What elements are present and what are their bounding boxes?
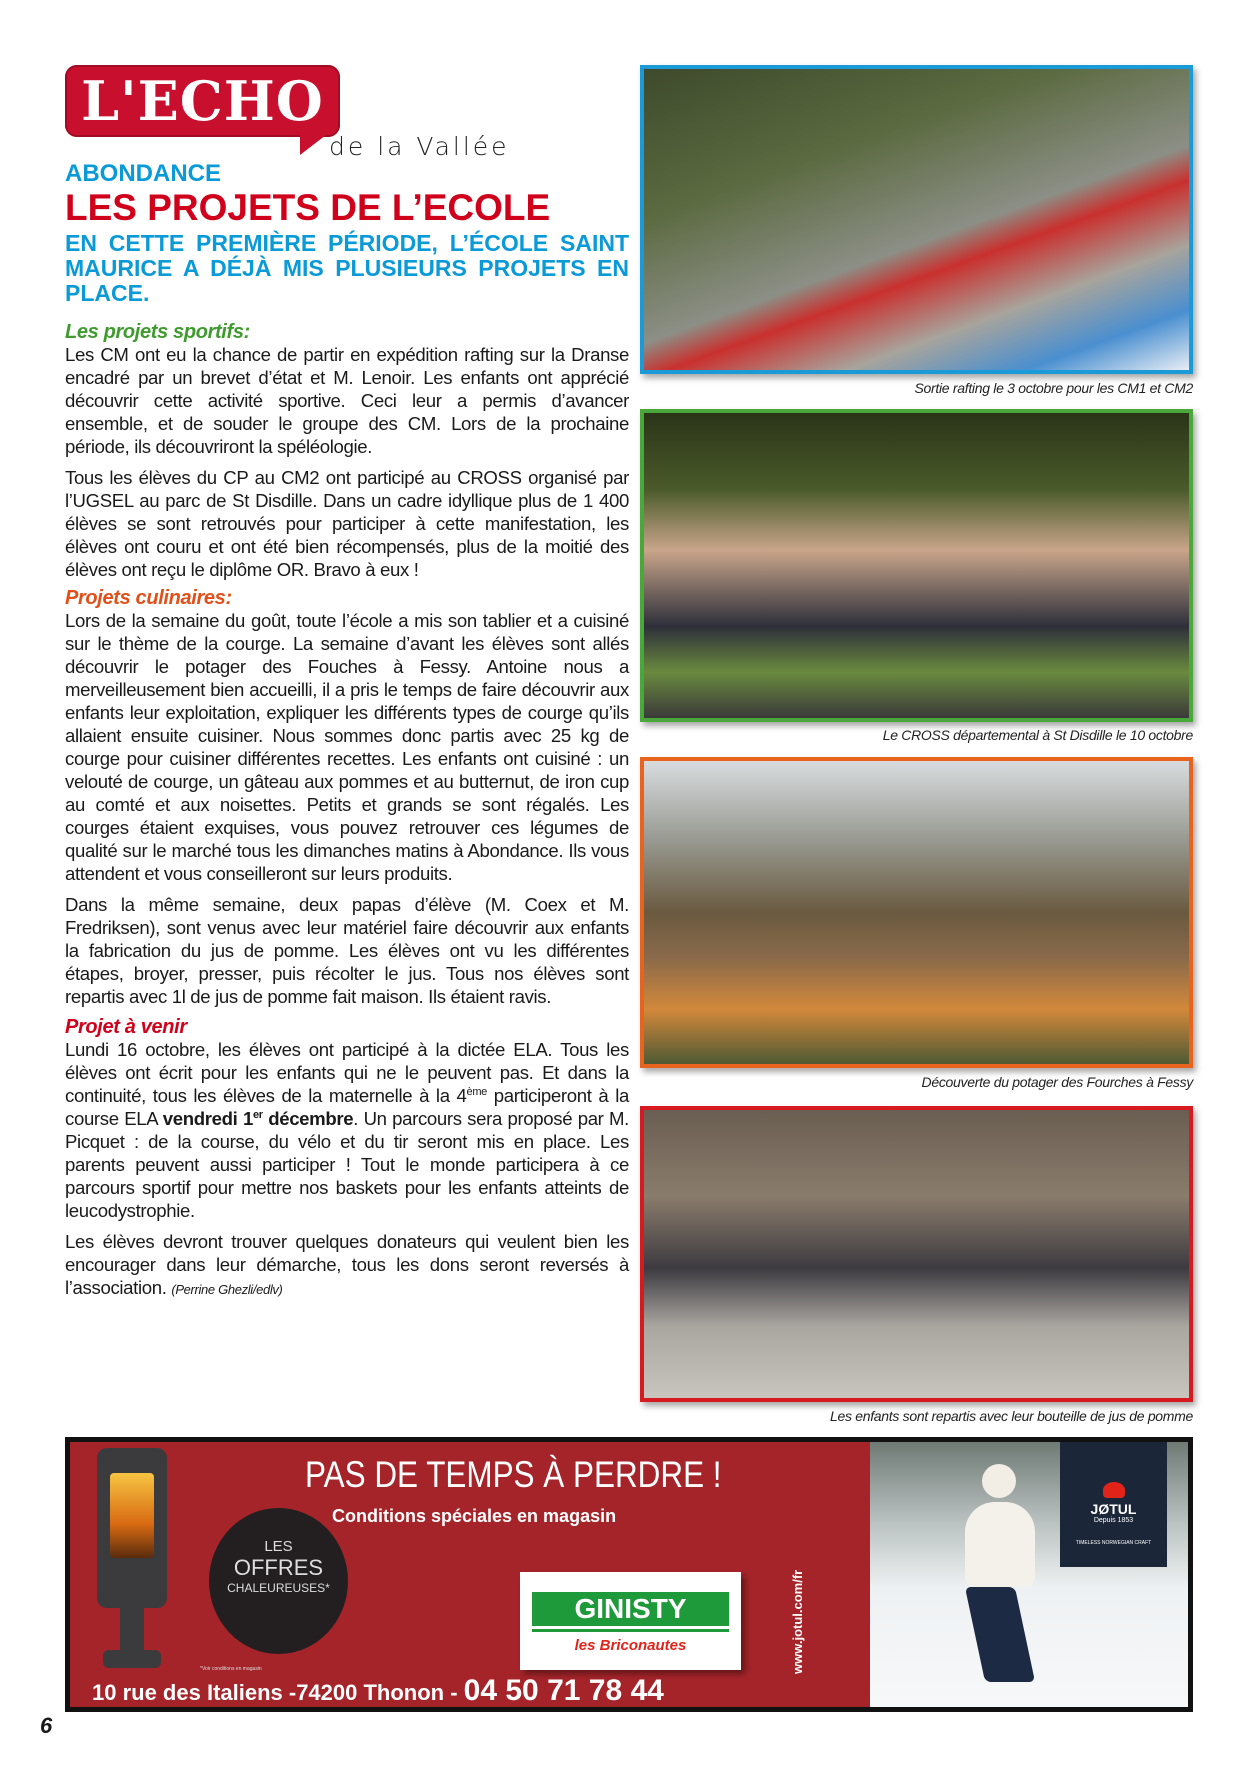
jotul-brand-panel (1060, 1442, 1167, 1567)
ad-headline: PAS DE TEMPS À PERDRE ! (305, 1454, 722, 1495)
offer-text: LES (264, 1538, 293, 1555)
skier-legs (965, 1587, 1035, 1682)
photo-caption: Sortie rafting le 3 octobre pour les CM1 et CM2 (914, 380, 1193, 396)
offer-text: CHALEUREUSES* (227, 1581, 330, 1595)
ad-panel (70, 1442, 870, 1707)
section-heading-sports: Les projets sportifs: (65, 321, 250, 343)
masthead-subtitle: de la Vallée (329, 132, 510, 161)
store-address: 10 rue des Italiens -74200 Thonon - (92, 1680, 464, 1705)
date-bold: décembre (262, 1108, 354, 1129)
photo-caption: Les enfants sont repartis avec leur bouteille de jus de pomme (829, 1408, 1193, 1424)
logo-speech-tail (300, 135, 326, 155)
date-bold: vendredi 1 (162, 1108, 253, 1129)
ginisty-logo[interactable] (520, 1572, 741, 1670)
article-body (65, 321, 629, 1301)
photo-caption: Le CROSS départemental à St Disdille le 10 octobre (882, 727, 1193, 743)
paragraph (65, 1230, 629, 1301)
store-phone[interactable]: 04 50 71 78 44 (463, 1674, 664, 1707)
text: Les élèves devront trouver quelques donateurs qui veulent bien les encourager dans leur démarche, tous les dons seront reversés à l’association. (65, 1231, 629, 1298)
paragraph (65, 1038, 629, 1222)
masthead-logo: L'ECHO (65, 65, 340, 137)
skier-photo (870, 1442, 1188, 1707)
paragraph: Les CM ont eu la chance de partir en expédition rafting sur la Dranse encadré par un brevet d’état et M. Lenoir. Les enfants ont apprécié découvrir cette activité sportive. Ceci leur a permis d’avancer ensemble, et de souder le groupe des CM. Lors de la prochaine période, ils découvriront la spéléologie. (65, 344, 629, 457)
photo-cross (640, 409, 1193, 722)
store-network: les Briconautes (574, 1637, 687, 1654)
offers-badge (209, 1508, 348, 1654)
fire-icon (110, 1473, 154, 1558)
paragraph: Dans la même semaine, deux papas d’élève (M. Coex et M. Fredriksen), sont venus avec leur matériel faire découvrir aux enfants la fabrication du jus de pomme. Les élèves ont vu les différentes étapes, broyer, presser, puis récolter le jus. Tous nos élèves sont repartis avec 1l de jus de pomme fait maison. Ils étaient ravis. (65, 894, 629, 1007)
article-title: LES PROJETS DE L’ECOLE (65, 187, 551, 228)
paragraph: Tous les élèves du CP au CM2 ont participé au CROSS organisé par l’UGSEL au parc de St Disdille. Dans un cadre idyllique plus de 1 400 élèves se sont retrouvés pour participer à cette manifestation, les élèves ont couru et ont été bien récompensés, plus de la moitié des élèves ont reçu le diplôme OR. Bravo à eux ! (65, 467, 629, 580)
flame-icon (1103, 1482, 1125, 1498)
text: . Un parcours sera proposé par M. Picquet : de la course, du vélo et du tir seront mis en place. Les parents peuvent aussi participer ! Tout le monde participera à ce parcours sportif pour mettre nos baskets pour les enfants atteints de leucodystrophie. (65, 1108, 629, 1221)
ad-subline: Conditions spéciales en magasin (332, 1506, 617, 1526)
section-heading-upcoming: Projet à venir (65, 1016, 187, 1038)
brand-since: Depuis 1853 (1093, 1517, 1134, 1524)
ad-address-line (92, 1674, 664, 1708)
photo-caption: Découverte du potager des Fourches à Fessy (921, 1074, 1193, 1090)
paragraph: Lors de la semaine du goût, toute l’école a mis son tablier et a cuisiné sur le thème de la courge. La semaine d’avant les élèves sont allés découvrir le potager des Fouches à Fessy. Antoine nous a merveilleusement bien accueilli, il a pris le temps de faire découvrir aux enfants leur exploitation, expliquer les différents types de courge qu’ils allaient ensuite cuisiner. Nous sommes donc partis avec 25 kg de courge pour cuisiner différentes recettes. Les enfants ont cuisiné : un velouté de courge, un gâteau aux pommes et au butternut, de iron cup au comté et aux noisettes. Petits et grands se sont régalés. Les courges étaient exquises, vous pouvez retrouver ces légumes de qualité sur le marché tous les dimanches matins à Abondance. Ils vous attendent et vous conseilleront sur leurs produits. (65, 610, 629, 884)
photo-rafting (640, 65, 1193, 374)
brand-name: JØTUL (1090, 1501, 1137, 1517)
superscript: ème (466, 1085, 487, 1098)
brand-tagline: TIMELESS NORWEGIAN CRAFT (1075, 1540, 1152, 1546)
superscript: er (252, 1108, 263, 1121)
photo-garden (640, 757, 1193, 1068)
section-heading-culinary: Projets culinaires: (65, 587, 232, 609)
skier-hat (982, 1464, 1016, 1498)
article-subhead: EN CETTE PREMIÈRE PÉRIODE, L’ÉCOLE SAINT MAURICE A DÉJÀ MIS PLUSIEURS PROJETS EN PLACE. (65, 230, 629, 306)
jotul-website[interactable]: www.jotul.com/fr (790, 1569, 805, 1674)
offer-text: OFFRES (233, 1555, 324, 1580)
stove-post (120, 1608, 144, 1653)
stove-base (103, 1650, 161, 1668)
page-number: 6 (40, 1713, 53, 1738)
advertisement[interactable] (65, 1437, 1193, 1712)
ad-disclaimer: *Voir conditions en magasin (200, 1666, 262, 1672)
photo-apple-juice (640, 1106, 1193, 1402)
article-kicker: ABONDANCE (65, 160, 221, 187)
skier-body (965, 1502, 1035, 1587)
author-credit: (Perrine Ghezli/edlv) (171, 1282, 283, 1297)
text: Lundi 16 octobre, les élèves ont participé à la dictée ELA. Tous les élèves ont écrit pour les enfants qui ne le peuvent pas. Et dans la continuité, tous les élèves de la maternelle à la 4 (65, 1039, 629, 1106)
store-name: GINISTY (532, 1592, 729, 1629)
text: participeront à la course ELA (65, 1085, 630, 1129)
stove-icon (97, 1448, 167, 1608)
